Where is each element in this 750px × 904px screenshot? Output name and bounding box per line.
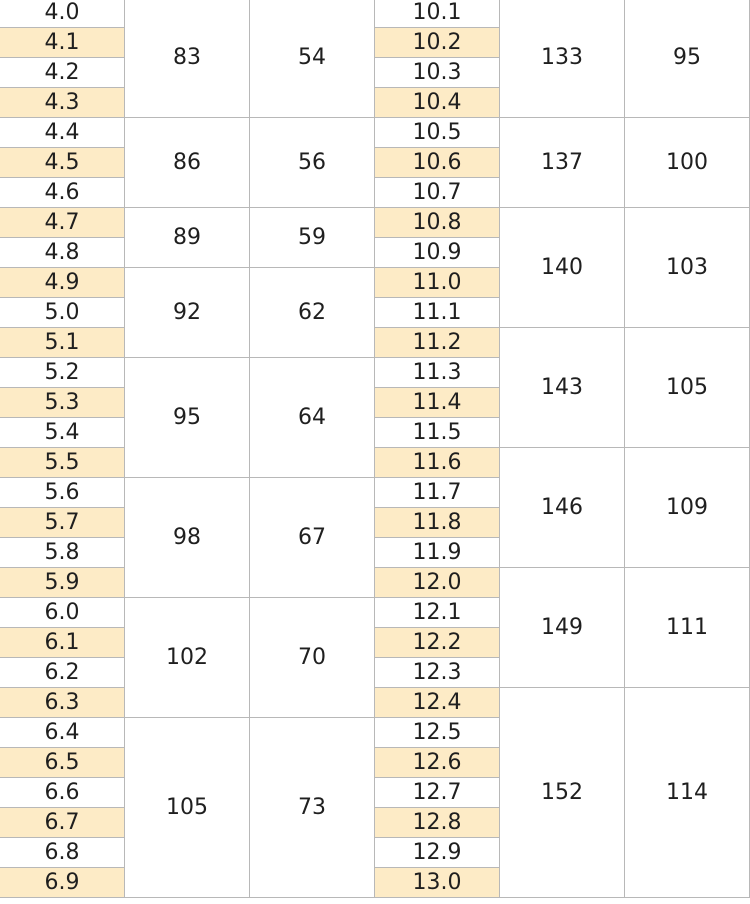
right-size-cell: 10.1	[375, 0, 500, 28]
right-size-cell: 11.6	[375, 448, 500, 478]
right-size-cell: 12.7	[375, 778, 500, 808]
left-size-cell: 5.1	[0, 328, 125, 358]
right-size-cell: 10.9	[375, 238, 500, 268]
left-size-cell: 5.4	[0, 418, 125, 448]
right-col-b-cell: 152	[500, 688, 625, 898]
right-size-cell: 11.5	[375, 418, 500, 448]
left-size-cell: 6.3	[0, 688, 125, 718]
left-col-c-cell: 73	[250, 718, 375, 898]
left-col-c-cell: 64	[250, 358, 375, 478]
left-size-cell: 4.5	[0, 148, 125, 178]
left-col-b-cell: 95	[125, 358, 250, 478]
right-size-cell: 10.2	[375, 28, 500, 58]
left-col-b-cell: 98	[125, 478, 250, 598]
right-size-cell: 10.5	[375, 118, 500, 148]
right-col-b-cell: 137	[500, 118, 625, 208]
left-size-cell: 5.3	[0, 388, 125, 418]
left-size-cell: 4.4	[0, 118, 125, 148]
left-size-cell: 4.3	[0, 88, 125, 118]
left-size-cell: 4.8	[0, 238, 125, 268]
left-size-cell: 5.6	[0, 478, 125, 508]
left-size-cell: 6.5	[0, 748, 125, 778]
right-col-c-cell: 103	[625, 208, 750, 328]
right-size-cell: 12.3	[375, 658, 500, 688]
left-size-cell: 4.9	[0, 268, 125, 298]
right-size-cell: 11.1	[375, 298, 500, 328]
left-size-cell: 6.8	[0, 838, 125, 868]
left-size-cell: 6.7	[0, 808, 125, 838]
left-size-cell: 5.0	[0, 298, 125, 328]
right-size-cell: 10.4	[375, 88, 500, 118]
right-size-cell: 11.4	[375, 388, 500, 418]
right-size-cell: 10.6	[375, 148, 500, 178]
right-size-cell: 10.7	[375, 178, 500, 208]
right-col-b-cell: 149	[500, 568, 625, 688]
right-size-cell: 11.0	[375, 268, 500, 298]
right-size-cell: 10.3	[375, 58, 500, 88]
left-size-cell: 5.9	[0, 568, 125, 598]
left-size-cell: 4.6	[0, 178, 125, 208]
right-col-c-cell: 95	[625, 0, 750, 118]
right-col-c-cell: 109	[625, 448, 750, 568]
left-col-c-cell: 67	[250, 478, 375, 598]
left-col-c-cell: 70	[250, 598, 375, 718]
right-size-cell: 12.1	[375, 598, 500, 628]
right-col-c-cell: 100	[625, 118, 750, 208]
right-size-cell: 12.2	[375, 628, 500, 658]
right-col-b-cell: 146	[500, 448, 625, 568]
left-col-c-cell: 56	[250, 118, 375, 208]
right-col-c-cell: 111	[625, 568, 750, 688]
right-size-cell: 11.7	[375, 478, 500, 508]
left-col-c-cell: 62	[250, 268, 375, 358]
left-col-c-cell: 59	[250, 208, 375, 268]
left-col-b-cell: 89	[125, 208, 250, 268]
right-col-b-cell: 143	[500, 328, 625, 448]
left-size-cell: 6.2	[0, 658, 125, 688]
left-size-cell: 5.7	[0, 508, 125, 538]
left-size-cell: 4.1	[0, 28, 125, 58]
right-col-c-cell: 105	[625, 328, 750, 448]
right-col-b-cell: 140	[500, 208, 625, 328]
right-size-cell: 12.8	[375, 808, 500, 838]
right-size-cell: 12.9	[375, 838, 500, 868]
right-size-cell: 10.8	[375, 208, 500, 238]
left-size-cell: 4.0	[0, 0, 125, 28]
left-size-cell: 4.2	[0, 58, 125, 88]
left-size-cell: 4.7	[0, 208, 125, 238]
right-size-cell: 12.6	[375, 748, 500, 778]
right-size-cell: 12.4	[375, 688, 500, 718]
right-col-c-cell: 114	[625, 688, 750, 898]
left-col-b-cell: 92	[125, 268, 250, 358]
right-col-b-cell: 133	[500, 0, 625, 118]
right-size-cell: 12.0	[375, 568, 500, 598]
left-size-cell: 6.9	[0, 868, 125, 898]
right-size-cell: 13.0	[375, 868, 500, 898]
left-size-cell: 5.2	[0, 358, 125, 388]
left-size-cell: 5.8	[0, 538, 125, 568]
left-col-b-cell: 83	[125, 0, 250, 118]
right-size-cell: 11.8	[375, 508, 500, 538]
left-size-cell: 6.1	[0, 628, 125, 658]
left-size-cell: 6.0	[0, 598, 125, 628]
left-col-b-cell: 102	[125, 598, 250, 718]
right-size-cell: 11.3	[375, 358, 500, 388]
left-size-cell: 6.6	[0, 778, 125, 808]
left-col-c-cell: 54	[250, 0, 375, 118]
right-size-cell: 11.9	[375, 538, 500, 568]
right-size-cell: 12.5	[375, 718, 500, 748]
right-size-cell: 11.2	[375, 328, 500, 358]
left-size-cell: 5.5	[0, 448, 125, 478]
left-size-cell: 6.4	[0, 718, 125, 748]
left-col-b-cell: 86	[125, 118, 250, 208]
left-col-b-cell: 105	[125, 718, 250, 898]
